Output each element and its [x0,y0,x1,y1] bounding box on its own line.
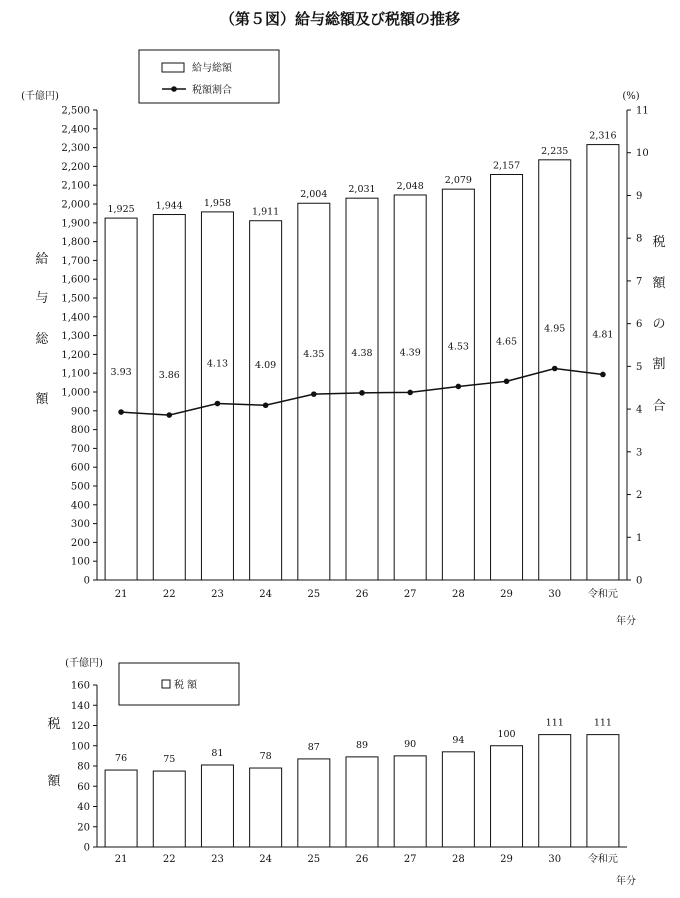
top-left-tick-label: 2,500 [61,105,90,117]
top-left-tick-label: 1,200 [61,349,90,361]
top-left-tick-label: 300 [70,519,90,531]
bottom-legend-label: 税 額 [174,680,198,691]
top-y-unit: (千億円) [21,91,59,102]
top-y2label-char: 税 [652,235,666,250]
bottom-bar [394,756,426,847]
top-ylabel-char: 与 [35,291,49,306]
bottom-category-label: 29 [500,854,513,865]
top-bar-label: 1,925 [107,204,135,216]
bottom-bar [587,735,619,847]
bottom-bar [491,746,523,847]
top-left-tick-label: 200 [70,537,90,549]
top-left-tick-label: 1,500 [61,293,90,305]
top-legend-bar-swatch [162,63,184,72]
top-right-tick-label: 6 [636,319,643,331]
top-ratio-label: 3.86 [158,370,180,382]
top-ratio-label: 4.09 [255,360,277,372]
top-bar-label: 1,911 [252,206,280,218]
bottom-category-label: 24 [259,854,273,865]
bottom-bar [346,757,378,847]
bottom-category-label: 21 [114,854,128,865]
top-bar-label: 2,079 [444,175,472,187]
top-y2-unit: (%) [622,91,640,102]
top-left-tick-label: 800 [70,425,90,437]
top-bar [491,174,523,580]
top-left-tick-label: 1,700 [61,255,90,267]
bottom-bar [539,735,571,847]
top-right-tick-label: 11 [636,105,649,117]
top-ratio-label: 4.53 [447,341,469,353]
top-category-label: 30 [548,589,562,600]
top-category-label: 29 [500,589,513,600]
bottom-category-label: 27 [403,854,417,865]
top-bar [587,145,619,580]
top-left-tick-label: 0 [83,575,90,587]
top-left-tick-label: 100 [70,556,90,568]
bottom-left-tick-label: 0 [83,842,90,854]
top-category-label: 25 [307,589,321,600]
chart-title: （第５図）給与総額及び税額の推移 [219,10,461,28]
top-bar-label: 2,048 [396,180,424,192]
top-left-tick-label: 2,300 [61,143,90,155]
top-ratio-label: 4.81 [592,329,614,341]
top-left-tick-label: 400 [70,500,90,512]
bottom-ylabel-char: 額 [47,774,61,789]
top-ratio-point [215,401,221,407]
bottom-y-unit: (千億円) [65,658,103,669]
top-left-tick-label: 1,000 [61,387,90,399]
top-chart [35,106,666,601]
top-legend-bar-label: 給与総額 [192,63,232,74]
bottom-category-label: 30 [548,854,562,865]
top-legend-line-label: 税額割合 [192,85,232,96]
bottom-bar [153,771,185,847]
top-right-tick-label: 9 [636,190,643,202]
top-ratio-label: 3.93 [110,367,132,379]
top-left-tick-label: 2,000 [61,199,90,211]
top-ylabel-char: 額 [35,392,49,407]
top-ratio-point [552,366,558,372]
top-left-tick-label: 900 [70,406,90,418]
top-bar [105,218,137,580]
bottom-bar-label: 111 [593,717,612,729]
top-right-tick-label: 2 [636,490,643,502]
top-category-label: 21 [114,589,128,600]
top-left-tick-label: 600 [70,462,90,474]
top-right-tick-label: 7 [636,276,643,288]
bottom-bar [250,768,282,847]
top-right-tick-label: 0 [636,575,643,587]
top-left-tick-label: 1,800 [61,237,90,249]
bottom-bar [442,752,474,847]
top-bar [346,198,378,580]
bottom-left-tick-label: 120 [70,721,90,732]
top-ratio-point [600,372,606,378]
top-left-tick-label: 1,100 [61,368,90,380]
top-right-tick-label: 1 [636,532,643,544]
bottom-category-label: 令和元 [587,854,618,865]
top-bar-label: 2,235 [541,145,569,157]
bottom-category-label: 28 [451,854,465,865]
bottom-bar [105,770,137,847]
bottom-category-label: 22 [162,854,176,865]
bottom-bar-label: 89 [355,739,369,751]
bottom-bar [201,765,233,847]
bottom-category-label: 25 [307,854,321,865]
bottom-bar-label: 100 [497,728,516,740]
top-left-tick-label: 2,400 [61,124,90,136]
bottom-bar-label: 94 [452,734,465,746]
top-category-label: 24 [259,589,273,600]
top-bar [153,215,185,580]
top-category-label: 22 [162,589,176,600]
bottom-bar-label: 90 [404,738,417,750]
bottom-x-unit: 年分 [616,876,636,887]
top-y2label-char: 割 [652,357,666,372]
top-left-tick-label: 1,400 [61,312,90,324]
top-left-tick-label: 1,600 [61,274,90,286]
top-ylabel-char: 給 [35,252,49,267]
top-ratio-point [311,391,317,397]
top-right-tick-label: 8 [636,233,643,245]
top-ratio-label: 4.38 [351,347,373,359]
bottom-bar-label: 111 [545,717,564,729]
bottom-bar-label: 75 [163,754,176,766]
top-left-tick-label: 700 [70,443,90,455]
bottom-ylabel-char: 税 [47,717,61,732]
top-ratio-label: 4.35 [303,349,325,361]
bottom-bar-label: 81 [211,747,224,759]
top-bar-label: 1,958 [203,197,232,209]
top-category-label: 23 [211,589,224,600]
top-ratio-label: 4.95 [544,323,566,335]
top-ratio-label: 4.13 [206,358,229,370]
top-ratio-point [166,412,172,418]
top-left-tick-label: 2,200 [61,161,90,173]
top-ratio-point [118,409,124,415]
top-category-label: 令和元 [587,589,618,600]
top-category-label: 26 [355,589,369,600]
top-bar [201,212,233,580]
bottom-left-tick-label: 140 [70,700,90,712]
top-ratio-label: 4.39 [399,347,421,359]
bottom-bar-label: 87 [307,741,320,753]
bottom-left-tick-label: 60 [77,781,90,793]
top-left-tick-label: 1,900 [61,218,90,230]
bottom-category-label: 23 [211,854,224,865]
top-right-tick-label: 4 [636,404,643,416]
top-category-label: 28 [451,589,465,600]
top-ylabel-char: 総 [35,332,49,347]
top-bar-label: 2,004 [300,189,328,201]
top-x-unit: 年分 [616,616,636,627]
top-right-tick-label: 3 [636,447,643,459]
top-bar [394,195,426,580]
bottom-left-tick-label: 20 [77,822,90,834]
top-left-tick-label: 2,100 [61,180,90,192]
top-legend-line-dot [171,86,177,92]
top-bar-label: 2,031 [348,184,376,196]
top-category-label: 27 [403,589,417,600]
top-bar [250,221,282,580]
bottom-legend-swatch [162,680,170,688]
top-ratio-point [407,390,413,396]
top-ratio-point [504,379,510,385]
top-bar-label: 2,157 [492,160,521,172]
bottom-left-tick-label: 40 [77,802,90,813]
top-left-tick-label: 500 [70,481,90,493]
top-y2label-char: 合 [652,399,666,414]
top-bar-label: 1,944 [155,200,183,212]
bottom-bar [298,759,330,847]
top-right-tick-label: 5 [636,361,643,373]
bottom-bar-label: 78 [259,751,272,763]
top-ratio-point [359,390,365,396]
bottom-left-tick-label: 100 [70,741,90,753]
top-ratio-point [456,384,462,390]
bottom-chart [47,681,627,866]
bottom-category-label: 26 [355,854,369,865]
top-y2label-char: 額 [652,276,666,291]
top-right-tick-label: 10 [636,148,649,160]
top-y2label-char: の [652,317,666,332]
bottom-bar-label: 76 [115,753,128,765]
top-ratio-point [263,402,269,408]
bottom-left-tick-label: 80 [77,761,90,773]
top-left-tick-label: 1,300 [61,331,90,343]
top-bar-label: 2,316 [589,130,617,142]
top-ratio-label: 4.65 [495,336,518,348]
bottom-left-tick-label: 160 [70,680,90,692]
